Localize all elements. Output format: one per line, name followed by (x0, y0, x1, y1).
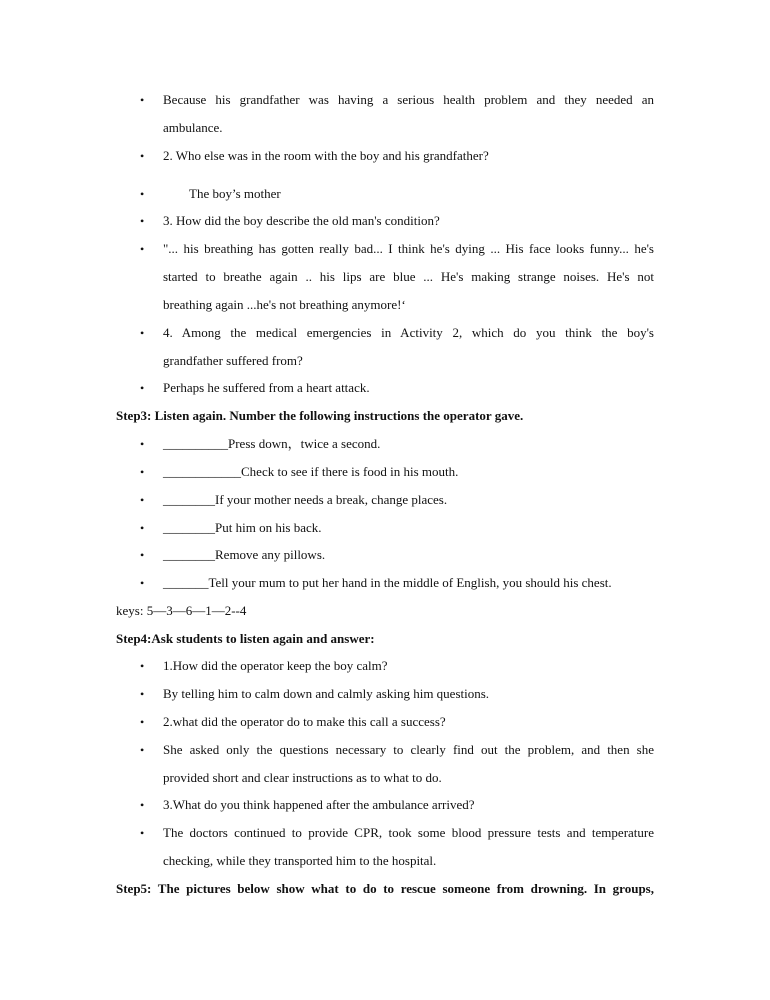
list-item-text: "... his breathing has gotten really bad... I think he's dying ... His face looks funny... he's (163, 241, 654, 256)
list-item-text: 3.What do you think happened after the ambulance arrived? (163, 797, 475, 812)
bullet: • (140, 521, 145, 535)
list-item-text: provided short and clear instructions as to what to do. (163, 770, 442, 785)
bullet: • (140, 576, 145, 590)
bullet: • (140, 687, 145, 701)
list-item-text: 3. How did the boy describe the old man's condition? (163, 213, 440, 228)
step-heading: Step4:Ask students to listen again and answer: (116, 631, 375, 646)
list-item-text: grandfather suffered from? (163, 353, 303, 368)
bullet: • (140, 187, 145, 201)
list-item-text: checking, while they transported him to the hospital. (163, 853, 437, 868)
list-item-text: 1.How did the operator keep the boy calm? (163, 658, 388, 673)
list-item-text: 2.what did the operator do to make this call a success? (163, 714, 446, 729)
list-item-text: The boy’s mother (189, 186, 281, 201)
step-heading: Step3: Listen again. Number the following instructions the operator gave. (116, 408, 524, 423)
instruction-item: ________Put him on his back. (163, 520, 322, 535)
bullet: • (140, 437, 145, 451)
bullet: • (140, 242, 145, 256)
bullet: • (140, 659, 145, 673)
bullet: • (140, 465, 145, 479)
instruction-item: ________Remove any pillows. (163, 547, 326, 562)
bullet: • (140, 214, 145, 228)
list-item-text: Perhaps he suffered from a heart attack. (163, 380, 370, 395)
bullet: • (140, 826, 145, 840)
instruction-item: __________Press down，twice a second. (163, 436, 381, 451)
keys-line: keys: 5—3—6—1—2--4 (116, 603, 247, 618)
list-item-text: breathing again ...he's not breathing anymore!‘ (163, 297, 406, 312)
list-item-text: Because his grandfather was having a serious health problem and they needed an (163, 92, 654, 107)
bullet: • (140, 149, 145, 163)
instruction-item: ____________Check to see if there is food in his mouth. (163, 464, 459, 479)
instruction-item: ________If your mother needs a break, change places. (163, 492, 448, 507)
instruction-item: _______Tell your mum to put her hand in the middle of English, you should his chest. (163, 575, 612, 590)
bullet: • (140, 93, 145, 107)
list-item-text: 4. Among the medical emergencies in Activity 2, which do you think the boy's (163, 325, 654, 340)
list-item-text: The doctors continued to provide CPR, took some blood pressure tests and temperature (163, 825, 654, 840)
bullet: • (140, 326, 145, 340)
list-item-text: By telling him to calm down and calmly asking him questions. (163, 686, 490, 701)
list-item-text: ambulance. (163, 120, 223, 135)
bullet: • (140, 548, 145, 562)
step-heading: Step5: The pictures below show what to do to rescue someone from drowning. In groups, (116, 881, 654, 896)
bullet: • (140, 715, 145, 729)
bullet: • (140, 743, 145, 757)
bullet: • (140, 798, 145, 812)
list-item-text: She asked only the questions necessary to clearly find out the problem, and then she (163, 742, 654, 757)
bullet: • (140, 381, 145, 395)
bullet: • (140, 493, 145, 507)
list-item-text: started to breathe again .. his lips are blue ... He's making strange noises. He's not (163, 269, 654, 284)
list-item-text: 2. Who else was in the room with the boy and his grandfather? (163, 148, 489, 163)
